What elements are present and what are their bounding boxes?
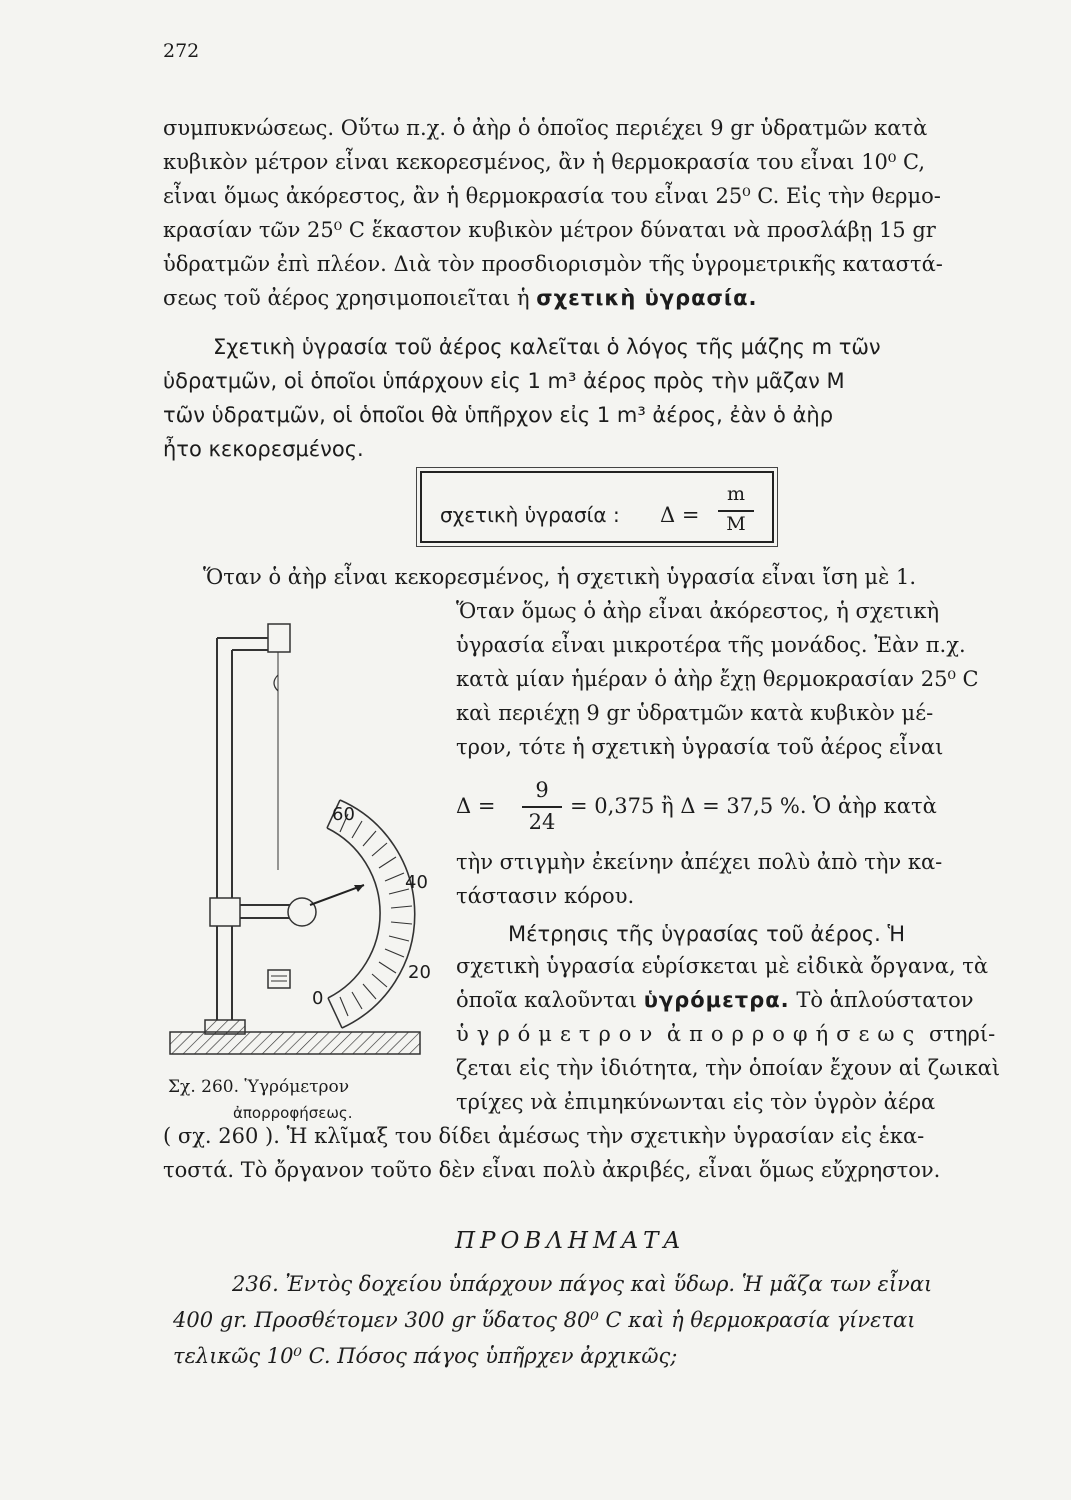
tension-weight xyxy=(268,970,290,988)
hygrometer-figure xyxy=(150,600,450,1080)
measurement-line-4 xyxy=(456,1024,995,1045)
formula-numerator: m xyxy=(726,483,746,505)
scale-label-40: 40 xyxy=(405,872,428,893)
hygrometer-drawing xyxy=(150,600,450,1080)
absorption-term: ἀπορροφήσεως xyxy=(666,1022,923,1046)
base-platform xyxy=(170,1032,420,1054)
formula-lhs: Δ = xyxy=(660,503,700,527)
definition-line-1: Σχετικὴ ὑγρασία τοῦ ἀέρος καλεῖται ὁ λόγος τῆς μάζης m τῶν xyxy=(213,335,881,359)
intro-line-6 xyxy=(163,288,758,309)
formula-label: σχετικὴ ὑγρασία : xyxy=(440,503,620,527)
problem-236-line-3: τελικῶς 10⁰ C. Πόσος πάγος ὑπῆρχεν ἀρχικῶς; xyxy=(173,1344,678,1368)
intro-line-6-text: σεως τοῦ ἀέρος χρησιμοποιεῖται ἡ xyxy=(163,286,530,310)
foot-block xyxy=(205,1020,245,1034)
measurement-line-3c: Τὸ ἁπλούστατον xyxy=(796,988,974,1012)
intro-line-5: ὑδρατμῶν ἐπὶ πλέον. Διὰ τὸν προσδιορισμὸν τῆς ὑγρομετρικῆς καταστά- xyxy=(163,252,943,276)
scale-label-60: 60 xyxy=(332,804,355,825)
hygrometer-term: ὑγρόμετρον xyxy=(456,1022,661,1046)
body-line-5: καὶ περιέχῃ 9 gr ὑδρατμῶν κατὰ κυβικὸν μέ- xyxy=(456,701,934,725)
body-line-6: τρον, τότε ἡ σχετικὴ ὑγρασία τοῦ ἀέρος εἶναι xyxy=(456,735,944,759)
relative-humidity-term: σχετικὴ ὑγρασία. xyxy=(536,286,758,310)
measurement-line-2: σχετικὴ ὑγρασία εὑρίσκεται μὲ εἰδικὰ ὄργανα, τὰ xyxy=(456,954,989,978)
scale-arc-inner xyxy=(327,828,380,998)
body-line-9: τάστασιν κόρου. xyxy=(456,884,635,908)
body-line-1: Ὅταν ὁ ἀὴρ εἶναι κεκορεσμένος, ἡ σχετικὴ ὑγρασία εἶναι ἴση μὲ 1. xyxy=(203,565,917,589)
intro-line-3: εἶναι ὅμως ἀκόρεστος, ἂν ἡ θερμοκρασία του εἶναι 25⁰ C. Εἰς τὴν θερμο- xyxy=(163,184,941,208)
figure-caption-line-1: Σχ. 260. Ὑγρόμετρον xyxy=(168,1077,350,1097)
body-line-4: κατὰ μίαν ἡμέραν ὁ ἀὴρ ἔχῃ θερμοκρασίαν 25⁰ C xyxy=(456,667,979,691)
intro-line-4: κρασίαν τῶν 25⁰ C ἕκαστον κυβικὸν μέτρον δύναται νὰ προσλάβῃ 15 gr xyxy=(163,218,936,242)
measurement-line-1: Μέτρησις τῆς ὑγρασίας τοῦ ἀέρος. Ἡ xyxy=(508,922,906,946)
problem-236-line-1: 236. Ἐντὸς δοχείου ὑπάρχουν πάγος καὶ ὕδωρ. Ἡ μᾶζα των εἶναι xyxy=(232,1272,933,1296)
definition-line-2: ὑδρατμῶν, οἱ ὁποῖοι ὑπάρχουν εἰς 1 m³ ἀέρος πρὸς τὴν μᾶζαν M xyxy=(163,369,845,393)
measurement-line-3 xyxy=(456,990,974,1011)
definition-line-4: ἦτο κεκορεσμένος. xyxy=(163,437,364,461)
hair-clamp xyxy=(268,624,290,652)
measurement-line-6: τρίχες νὰ ἐπιμηκύνωνται εἰς τὸν ὑγρὸν ἀέρα xyxy=(456,1090,936,1114)
calc-numerator: 9 xyxy=(535,778,549,802)
formula-box xyxy=(420,471,774,543)
formula-denominator: M xyxy=(726,513,746,535)
hygrometers-term: ὑγρόμετρα. xyxy=(643,988,790,1012)
figure-caption-line-2: ἀπορροφήσεως. xyxy=(233,1104,353,1122)
measurement-line-3a: ὁποῖα καλοῦνται xyxy=(456,988,638,1012)
problem-236-line-2: 400 gr. Προσθέτομεν 300 gr ὕδατος 80⁰ C καὶ ἡ θερμοκρασία γίνεται xyxy=(173,1308,916,1332)
pivot-wheel xyxy=(288,898,316,926)
calc-lhs: Δ = xyxy=(456,794,496,818)
measurement-line-4c: στηρί- xyxy=(928,1022,996,1046)
intro-line-2: κυβικὸν μέτρον εἶναι κεκορεσμένος, ἂν ἡ θερμοκρασία του εἶναι 10⁰ C, xyxy=(163,150,925,174)
pivot-clamp xyxy=(210,898,240,926)
problems-heading: ΠΡΟΒΛΗΜΑΤΑ xyxy=(455,1228,686,1254)
scale-label-0: 0 xyxy=(312,988,324,1009)
scale-label-20: 20 xyxy=(408,962,431,983)
body-line-3: ὑγρασία εἶναι μικροτέρα τῆς μονάδος. Ἐὰν π.χ. xyxy=(456,633,966,657)
calc-fraction-bar xyxy=(522,806,562,808)
measurement-line-7: ( σχ. 260 ). Ἡ κλῖμαξ του δίδει ἀμέσως τὴν σχετικὴν ὑγρασίαν εἰς ἑκα- xyxy=(163,1124,925,1148)
measurement-line-8: τοστά. Τὸ ὄργανον τοῦτο δὲν εἶναι πολὺ ἀκριβές, εἶναι ὅμως εὔχρηστον. xyxy=(163,1158,941,1182)
body-line-2: Ὅταν ὅμως ὁ ἀὴρ εἶναι ἀκόρεστος, ἡ σχετικὴ xyxy=(456,599,940,623)
body-line-8: τὴν στιγμὴν ἐκείνην ἀπέχει πολὺ ἀπὸ τὴν κα- xyxy=(456,850,943,874)
page-number: 272 xyxy=(163,40,200,62)
calc-denominator: 24 xyxy=(528,810,556,834)
definition-line-3: τῶν ὑδρατμῶν, οἱ ὁποῖοι θὰ ὑπῆρχον εἰς 1 m³ ἀέρος, ἐὰν ὁ ἀὴρ xyxy=(163,403,834,427)
formula-fraction-bar xyxy=(718,510,754,512)
calc-rest: = 0,375 ἢ Δ = 37,5 %. Ὁ ἀὴρ κατὰ xyxy=(570,794,937,818)
scale-arc-outer xyxy=(340,800,415,1028)
measurement-line-5: ζεται εἰς τὴν ἰδιότητα, τὴν ὁποίαν ἔχουν αἱ ζωικαὶ xyxy=(456,1056,1001,1080)
intro-line-1: συμπυκνώσεως. Οὕτω π.χ. ὁ ἀὴρ ὁ ὁποῖος περιέχει 9 gr ὑδρατμῶν κατὰ xyxy=(163,116,928,140)
